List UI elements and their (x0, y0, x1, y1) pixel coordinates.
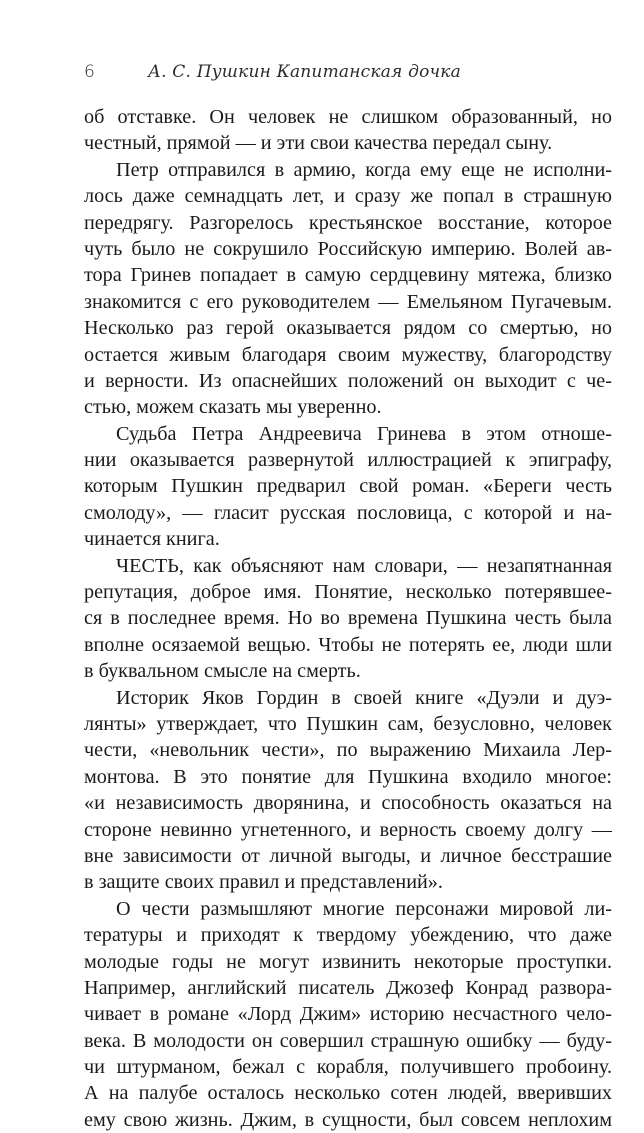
text-line: ЧЕСТЬ, как объясняют нам словари, — незапятнанная (116, 554, 612, 577)
paragraph (84, 553, 612, 685)
text-line: Например, английский писатель Джозеф Конрад развора- (84, 976, 612, 999)
text-line: смолоду», — гласит русская пословица, с которой и на- (84, 501, 612, 524)
text-line: лянты» утверждает, что Пушкин сам, безусловно, человек (84, 712, 612, 735)
text-line: вне зависимости от личной выгоды, и личное бесстрашие (84, 844, 612, 867)
text-line: ему свою жизнь. Джим, в сущности, был совсем неплохим (84, 1108, 612, 1131)
running-title: А. С. Пушкин Капитанская дочка (148, 62, 461, 82)
text-line: стью, можем сказать мы уверенно. (84, 396, 382, 419)
text-line: и верности. Из опаснейших положений он выходит с че- (84, 369, 612, 392)
text-line: Судьба Петра Андреевича Гринева в этом отноше- (116, 422, 612, 445)
paragraph (84, 896, 612, 1133)
text-line: тора Гринев попадает в самую сердцевину мятежа, близко (84, 264, 612, 287)
text-line: Несколько раз герой оказывается рядом со смертью, но (84, 317, 612, 340)
paragraph (84, 421, 612, 553)
text-line: знакомится с его руководителем — Емельяном Пугачевым. (84, 290, 612, 313)
text-line: вполне осязаемой вещью. Чтобы не потерять ее, люди шли (84, 633, 612, 656)
text-line: чинается книга. (84, 528, 220, 551)
page-number: 6 (84, 62, 95, 82)
text-line: молодые годы не могут извинить некоторые проступки. (84, 950, 612, 973)
text-line: Петр отправился в армию, когда ему еще не исполни- (116, 158, 612, 181)
text-line: тературы и приходят к твердому убеждению, что даже (84, 924, 612, 947)
text-line: монтова. В это понятие для Пушкина входило многое: (84, 765, 612, 788)
text-line: стороне невинно угнетенного, и верность своему долгу — (84, 818, 612, 841)
text-line: в буквальном смысле на смерть. (84, 660, 361, 683)
text-line: чивает в романе «Лорд Джим» историю несчастного чело- (84, 1003, 612, 1026)
text-line: века. В молодости он совершил страшную ошибку — буду- (84, 1029, 612, 1052)
text-line: репутация, доброе имя. Понятие, несколько потерявшее- (84, 581, 612, 604)
text-line: остается живым благодаря своим мужеству, благородству (84, 343, 612, 366)
text-line: передрягу. Разгорелось крестьянское восстание, которое (84, 211, 612, 234)
text-line: чи штурманом, бежал с корабля, получившего пробоину. (84, 1056, 612, 1079)
text-line: которым Пушкин предварил свой роман. «Береги честь (84, 475, 612, 498)
text-line: честный, прямой — и эти свои качества передал сыну. (84, 132, 553, 155)
text-line: лось даже семнадцать лет, и сразу же попал в страшную (84, 185, 612, 208)
text-line: в защите своих правил и представлений». (84, 871, 443, 894)
paragraph (84, 685, 612, 896)
text-line: Историк Яков Гордин в своей книге «Дуэли и дуэ- (116, 686, 612, 709)
body-text (84, 104, 612, 1133)
text-line: чести, «невольник чести», по выражению Михаила Лер- (84, 739, 612, 762)
text-line: нии оказывается развернутой иллюстрацией к эпиграфу, (84, 449, 612, 472)
text-line: «и независимость дворянина, и способность оказаться на (84, 792, 612, 815)
text-line: об отставке. Он человек не слишком образованный, но (84, 106, 612, 128)
text-line: чуть было не сокрушило Российскую империю. Волей ав- (84, 237, 612, 260)
paragraph (84, 157, 612, 421)
text-line: ся в последнее время. Но во времена Пушкина честь была (84, 607, 612, 630)
text-line: А на палубе осталось несколько сотен людей, вверивших (84, 1082, 612, 1105)
paragraph (84, 104, 612, 157)
text-line: О чести размышляют многие персонажи мировой ли- (116, 897, 612, 920)
running-head (84, 62, 461, 86)
